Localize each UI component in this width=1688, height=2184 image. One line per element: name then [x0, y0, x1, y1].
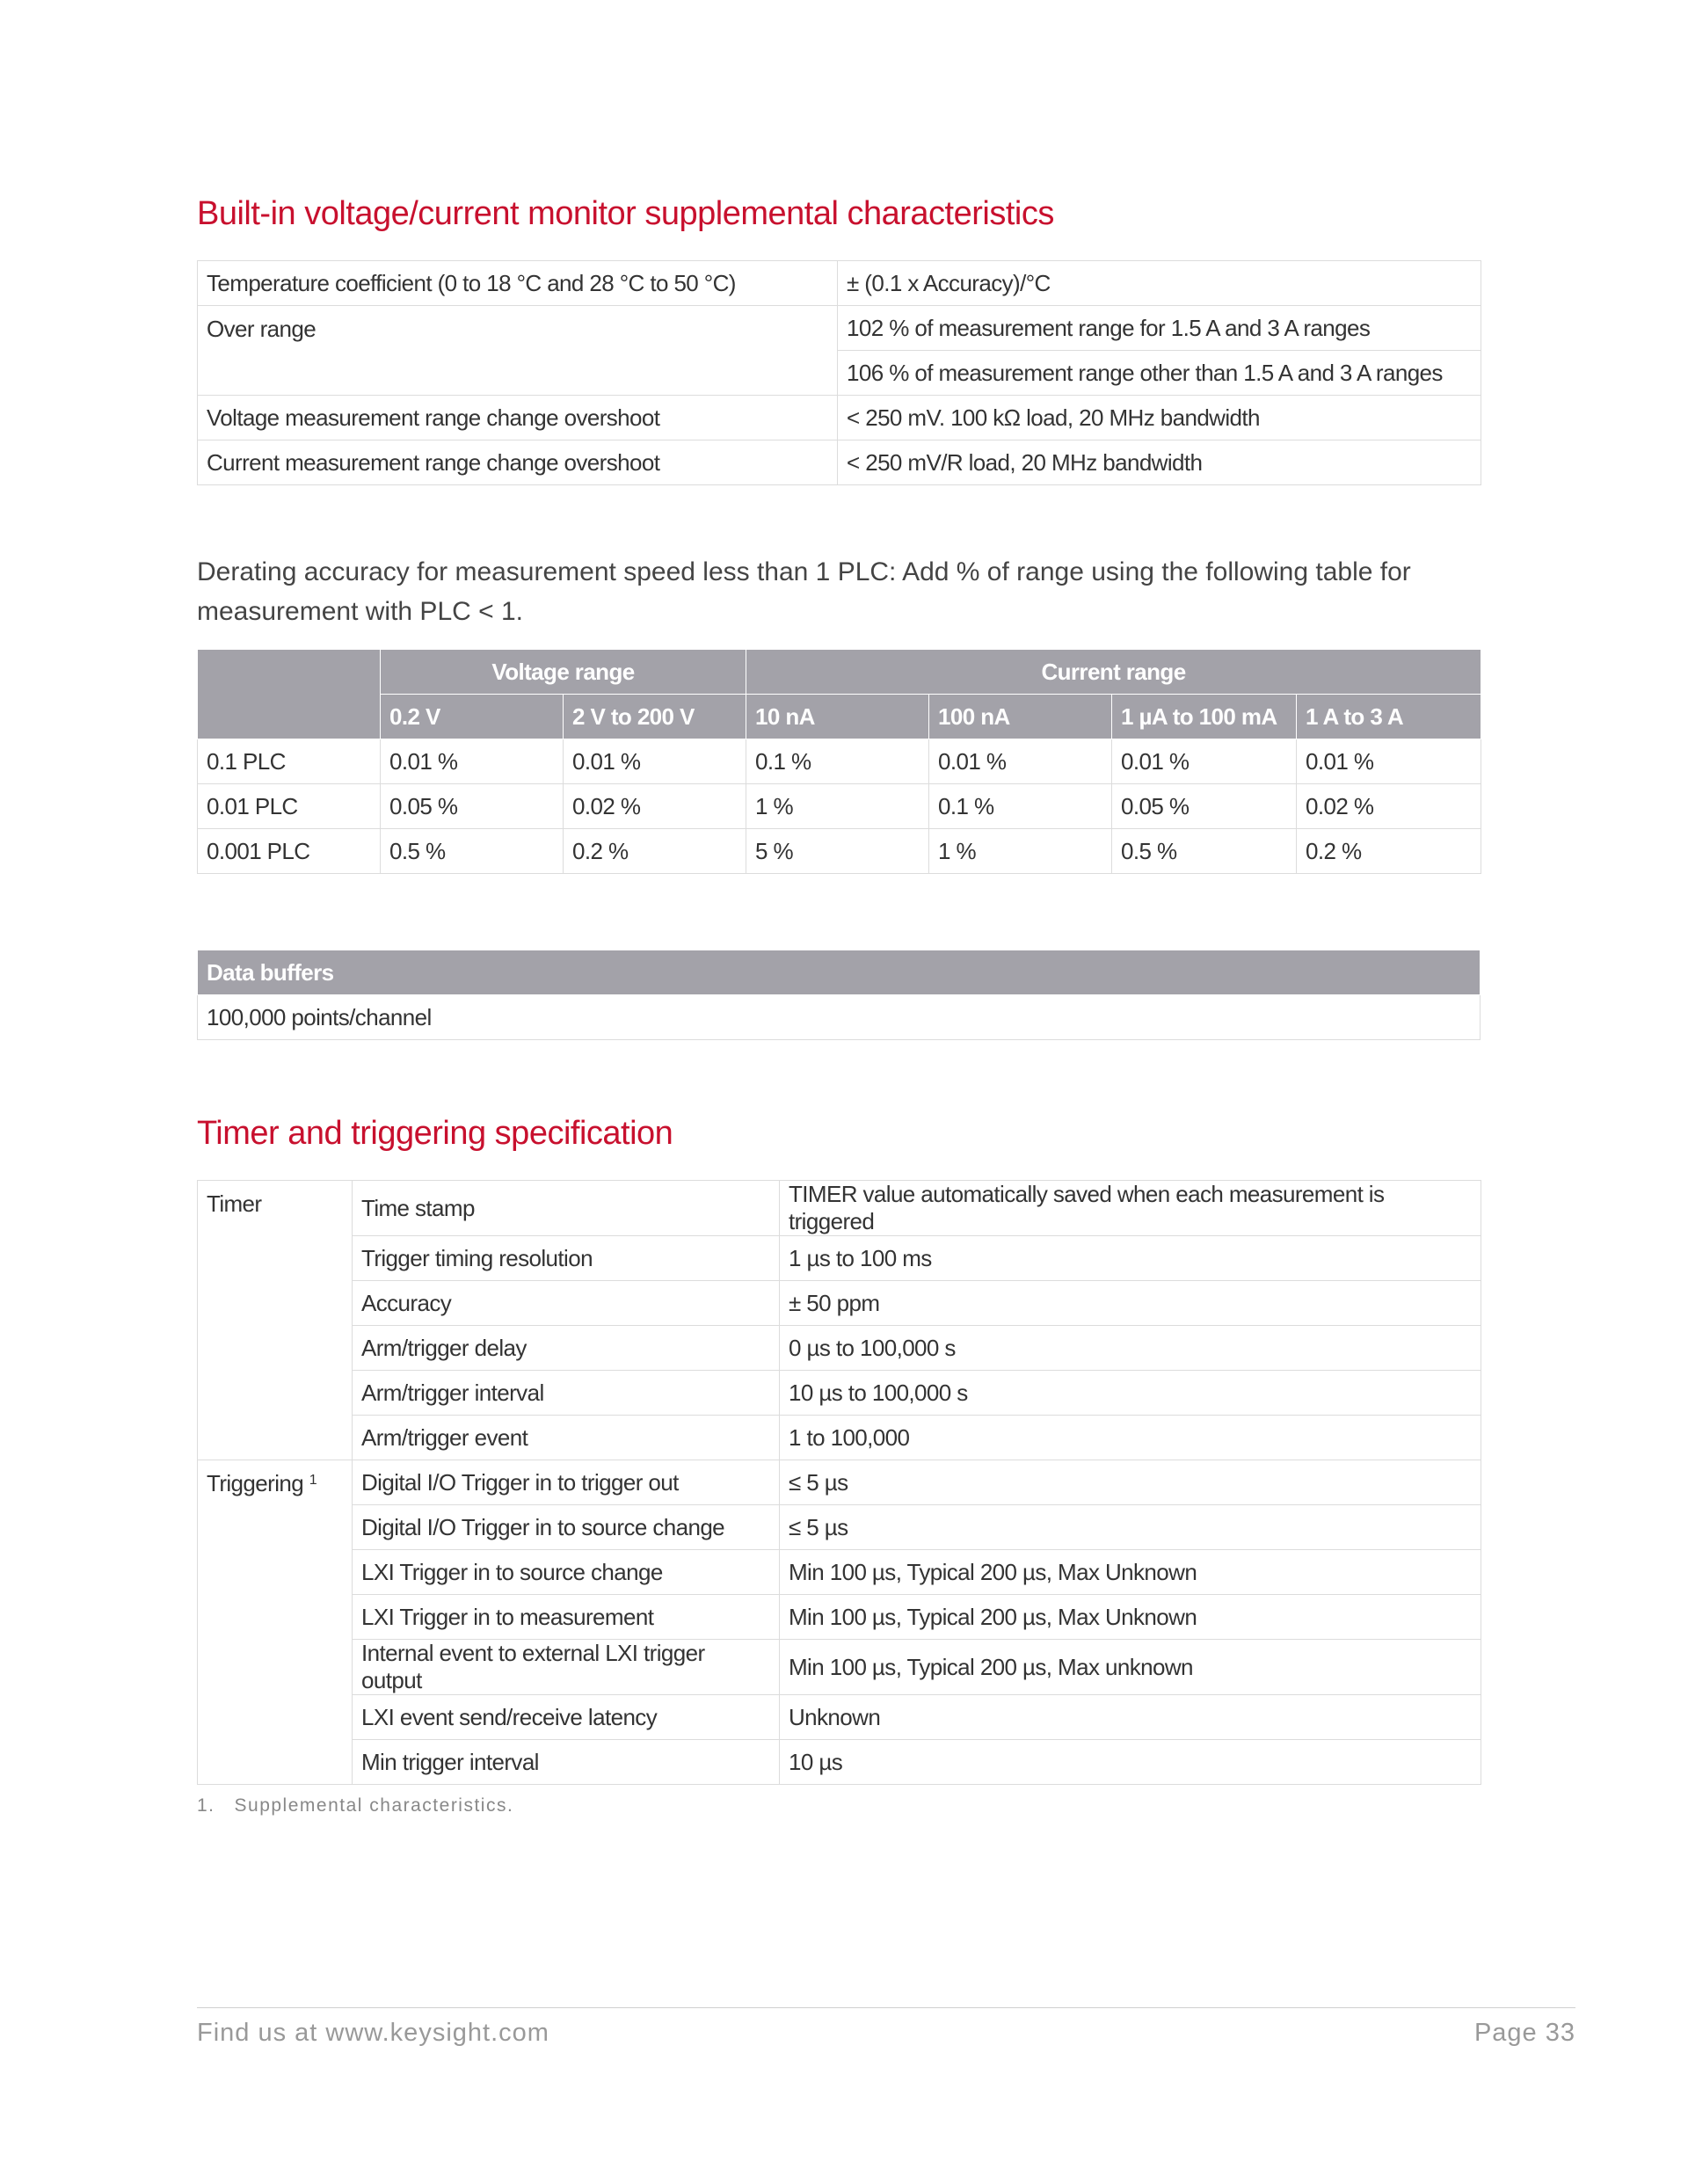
table-cell: 0.2 % — [1297, 829, 1481, 874]
row-value: 106 % of measurement range other than 1.5 A and 3 A ranges — [838, 351, 1481, 396]
row-value: 102 % of measurement range for 1.5 A and 3 A ranges — [838, 306, 1481, 351]
spec-value: Min 100 µs, Typical 200 µs, Max unknown — [780, 1640, 1481, 1695]
table-cell: 0.01 % — [564, 739, 746, 784]
spec-value: 10 µs — [780, 1740, 1481, 1785]
spec-value: Unknown — [780, 1695, 1481, 1740]
spec-name: Internal event to external LXI trigger output — [353, 1640, 780, 1695]
table-cell: 1 % — [929, 829, 1112, 874]
table-cell: 0.01 % — [929, 739, 1112, 784]
spec-name: Time stamp — [353, 1181, 780, 1236]
table-row — [198, 1416, 1481, 1460]
spec-value: Min 100 µs, Typical 200 µs, Max Unknown — [780, 1550, 1481, 1595]
table-header-row — [198, 695, 1481, 739]
monitor-characteristics-table — [197, 260, 1481, 485]
table-header-row — [198, 950, 1481, 995]
table-row — [198, 1640, 1481, 1695]
table-row — [198, 1595, 1481, 1640]
spec-value: 1 to 100,000 — [780, 1416, 1481, 1460]
table-cell: 5 % — [746, 829, 929, 874]
data-buffers-value: 100,000 points/channel — [198, 995, 1481, 1040]
row-value: ± (0.1 x Accuracy)/°C — [838, 261, 1481, 306]
row-value: < 250 mV/R load, 20 MHz bandwidth — [838, 440, 1481, 485]
column-header: 1 µA to 100 mA — [1112, 695, 1297, 739]
group-label-timer: Timer — [198, 1181, 353, 1460]
row-value: < 250 mV. 100 kΩ load, 20 MHz bandwidth — [838, 396, 1481, 440]
table-cell: 0.2 % — [564, 829, 746, 874]
spec-name: Arm/trigger event — [353, 1416, 780, 1460]
group-label-triggering — [198, 1460, 353, 1785]
spec-name: LXI event send/receive latency — [353, 1695, 780, 1740]
table-row — [198, 995, 1481, 1040]
table-cell: 0.02 % — [564, 784, 746, 829]
footer-website-link[interactable]: Find us at www.keysight.com — [197, 2019, 549, 2047]
table-cell: 0.02 % — [1297, 784, 1481, 829]
spec-name: Digital I/O Trigger in to trigger out — [353, 1460, 780, 1505]
header-voltage-range: Voltage range — [381, 650, 746, 695]
table-cell: 0.1 % — [929, 784, 1112, 829]
data-buffers-header: Data buffers — [198, 950, 1481, 995]
table-row — [198, 784, 1481, 829]
column-header: 10 nA — [746, 695, 929, 739]
spec-value: TIMER value automatically saved when each measurement is triggered — [780, 1181, 1481, 1236]
column-header: 2 V to 200 V — [564, 695, 746, 739]
table-cell: 1 % — [746, 784, 929, 829]
table-row — [198, 1460, 1481, 1505]
table-row — [198, 396, 1481, 440]
spec-name: Arm/trigger interval — [353, 1371, 780, 1416]
footnote: 1. Supplemental characteristics. — [197, 1795, 514, 1816]
spec-value: ≤ 5 µs — [780, 1505, 1481, 1550]
table-cell: 0.05 % — [381, 784, 564, 829]
row-label: Voltage measurement range change overshoot — [198, 396, 838, 440]
table-row — [198, 1236, 1481, 1281]
spec-name: Digital I/O Trigger in to source change — [353, 1505, 780, 1550]
table-row — [198, 1281, 1481, 1326]
table-row — [198, 440, 1481, 485]
column-header: 0.2 V — [381, 695, 564, 739]
footer-divider — [197, 2007, 1575, 2008]
timer-triggering-table — [197, 1180, 1481, 1785]
table-row — [198, 1550, 1481, 1595]
table-row — [198, 829, 1481, 874]
row-label: Temperature coefficient (0 to 18 °C and 28 °C to 50 °C) — [198, 261, 838, 306]
row-label: 0.001 PLC — [198, 829, 381, 874]
table-row — [198, 1181, 1481, 1236]
footnote-marker: 1 — [309, 1473, 317, 1488]
column-header: 100 nA — [929, 695, 1112, 739]
table-cell: 0.01 % — [1112, 739, 1297, 784]
table-row — [198, 1740, 1481, 1785]
data-buffers-table — [197, 950, 1481, 1040]
table-row — [198, 1505, 1481, 1550]
section-title-timer: Timer and triggering specification — [197, 1115, 673, 1152]
row-label: Over range — [198, 306, 838, 396]
table-header-row — [198, 650, 1481, 695]
column-header: 1 A to 3 A — [1297, 695, 1481, 739]
triggering-label-text: Triggering — [207, 1470, 304, 1496]
table-row — [198, 739, 1481, 784]
table-cell: 0.1 % — [746, 739, 929, 784]
spec-value: Min 100 µs, Typical 200 µs, Max Unknown — [780, 1595, 1481, 1640]
row-label: Current measurement range change overshoot — [198, 440, 838, 485]
table-cell: 0.5 % — [381, 829, 564, 874]
spec-name: LXI Trigger in to source change — [353, 1550, 780, 1595]
table-cell: 0.01 % — [1297, 739, 1481, 784]
spec-name: Arm/trigger delay — [353, 1326, 780, 1371]
table-row — [198, 1371, 1481, 1416]
table-cell: 0.05 % — [1112, 784, 1297, 829]
derating-description: Derating accuracy for measurement speed less than 1 PLC: Add % of range using the following table for measurement with PLC < 1. — [197, 557, 1411, 626]
spec-value: 0 µs to 100,000 s — [780, 1326, 1481, 1371]
table-cell: 0.01 % — [381, 739, 564, 784]
spec-value: ≤ 5 µs — [780, 1460, 1481, 1505]
page-number: Page 33 — [1473, 2019, 1575, 2047]
derating-table — [197, 649, 1481, 874]
row-label: 0.01 PLC — [198, 784, 381, 829]
spec-name: Accuracy — [353, 1281, 780, 1326]
spec-name: Trigger timing resolution — [353, 1236, 780, 1281]
table-row — [198, 1695, 1481, 1740]
table-row — [198, 306, 1481, 351]
section-title-monitor: Built-in voltage/current monitor supplemental characteristics — [197, 195, 1054, 232]
row-label: 0.1 PLC — [198, 739, 381, 784]
table-row — [198, 1326, 1481, 1371]
header-current-range: Current range — [746, 650, 1481, 695]
spec-name: LXI Trigger in to measurement — [353, 1595, 780, 1640]
spec-value: 1 µs to 100 ms — [780, 1236, 1481, 1281]
table-row — [198, 261, 1481, 306]
spec-name: Min trigger interval — [353, 1740, 780, 1785]
table-cell: 0.5 % — [1112, 829, 1297, 874]
header-blank — [198, 650, 381, 739]
spec-value: 10 µs to 100,000 s — [780, 1371, 1481, 1416]
spec-value: ± 50 ppm — [780, 1281, 1481, 1326]
